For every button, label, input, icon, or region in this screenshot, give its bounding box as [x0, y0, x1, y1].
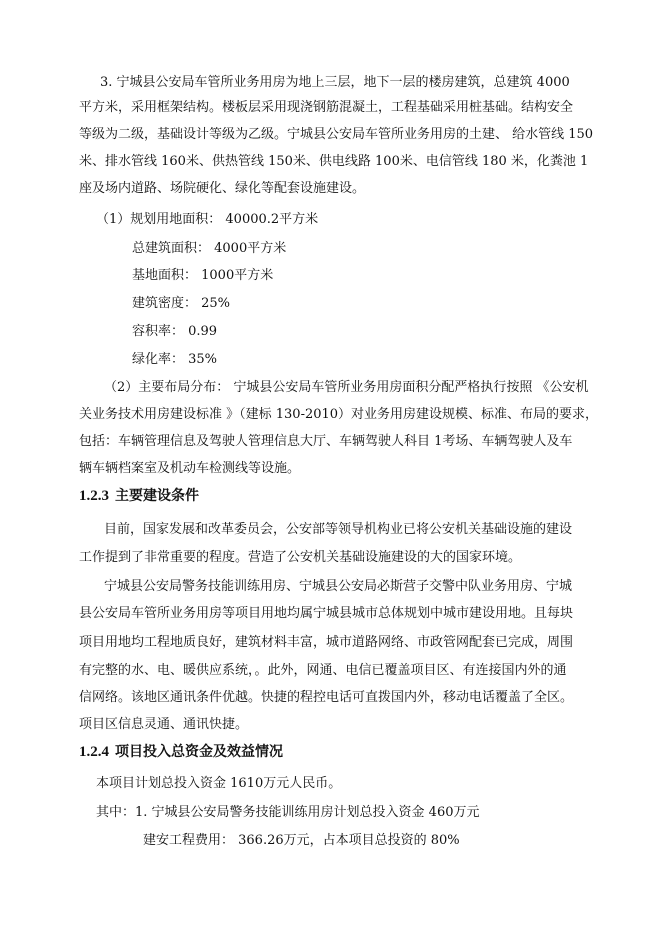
- planning-item: 总建筑面积： 4000平方米: [132, 241, 287, 256]
- section-number: 1.2.4: [79, 744, 109, 760]
- planning-title: （1）规划用地面积： 40000.2平方米: [96, 212, 319, 227]
- paragraph-line: 县公安局车管所业务用房等项目用地均属宁城县城市总体规划中城市建设用地。且每块: [79, 606, 574, 621]
- paragraph-line: 本项目计划总投入资金 1610万元人民币。: [96, 776, 342, 791]
- section-title: 主要建设条件: [115, 488, 199, 504]
- section-title: 项目投入总资金及效益情况: [115, 744, 283, 760]
- paragraph-line: 项目用地均工程地质良好，建筑材料丰富，城市道路网络、市政管网配套已完成，周围: [79, 635, 574, 650]
- paragraph-line: 米、排水管线 160米、供热管线 150米、供电线路 100米、电信管线 180 米，化粪池 1: [79, 154, 589, 169]
- paragraph-line: 有完整的水、电、暖供应系统，。此外，网通、电信已覆盖项目区、有连接国内外的通: [79, 663, 567, 678]
- paragraph-line: 建安工程费用： 366.26万元，占本项目总投资的 80%: [143, 833, 460, 848]
- paragraph-line: 项目区信息灵通、通讯快捷。: [79, 717, 249, 732]
- paragraph-line: 座及场内道路、场院硬化、绿化等配套设施建设。: [79, 181, 366, 196]
- paragraph-line: 其中：1. 宁城县公安局警务技能训练用房计划总投入资金 460万元: [96, 805, 480, 820]
- planning-item: 容积率： 0.99: [132, 324, 218, 339]
- paragraph-line: 目前，国家发展和改革委员会，公安部等领导机构业已将公安机关基础设施的建设: [104, 522, 573, 537]
- paragraph-line: 工作提到了非常重要的程度。营造了公安机关基础设施建设的大的国家环境。: [79, 550, 522, 565]
- paragraph-line: 平方米，采用框架结构。楼板层采用现浇钢筋混凝土，工程基础采用桩基础。结构安全: [79, 100, 574, 115]
- paragraph-line: 辆车辆档案室及机动车检测线等设施。: [79, 461, 301, 476]
- section-heading: [79, 486, 199, 506]
- paragraph-line: （2）主要布局分布： 宁城县公安局车管所业务用房面积分配严格执行按照 《公安机: [104, 380, 589, 395]
- planning-item: 建筑密度： 25%: [132, 296, 231, 311]
- paragraph-line: 等级为二级，基础设计等级为乙级。宁城县公安局车管所业务用房的土建、 给水管线 150: [79, 127, 594, 142]
- paragraph-line: 宁城县公安局警务技能训练用房、宁城县公安局必斯营子交警中队业务用房、宁城: [104, 579, 573, 594]
- section-heading: [79, 742, 283, 762]
- paragraph-line: 信网络。该地区通讯条件优越。快捷的程控电话可直拨国内外，移动电话覆盖了全区。: [79, 690, 574, 705]
- planning-item: 绿化率： 35%: [132, 352, 218, 367]
- section-number: 1.2.3: [79, 488, 109, 504]
- paragraph-line: 3. 宁城县公安局车管所业务用房为地上三层，地下一层的楼房建筑，总建筑 4000: [100, 75, 570, 90]
- planning-item: 基地面积： 1000平方米: [132, 268, 274, 283]
- paragraph-line: 关业务技术用房建设标准 》（建标 130-2010）对业务用房建设规模、标准、布局的要求，: [79, 407, 599, 422]
- paragraph-line: 包括：车辆管理信息及驾驶人管理信息大厅、车辆驾驶人科目 1考场、车辆驾驶人及车: [79, 434, 573, 449]
